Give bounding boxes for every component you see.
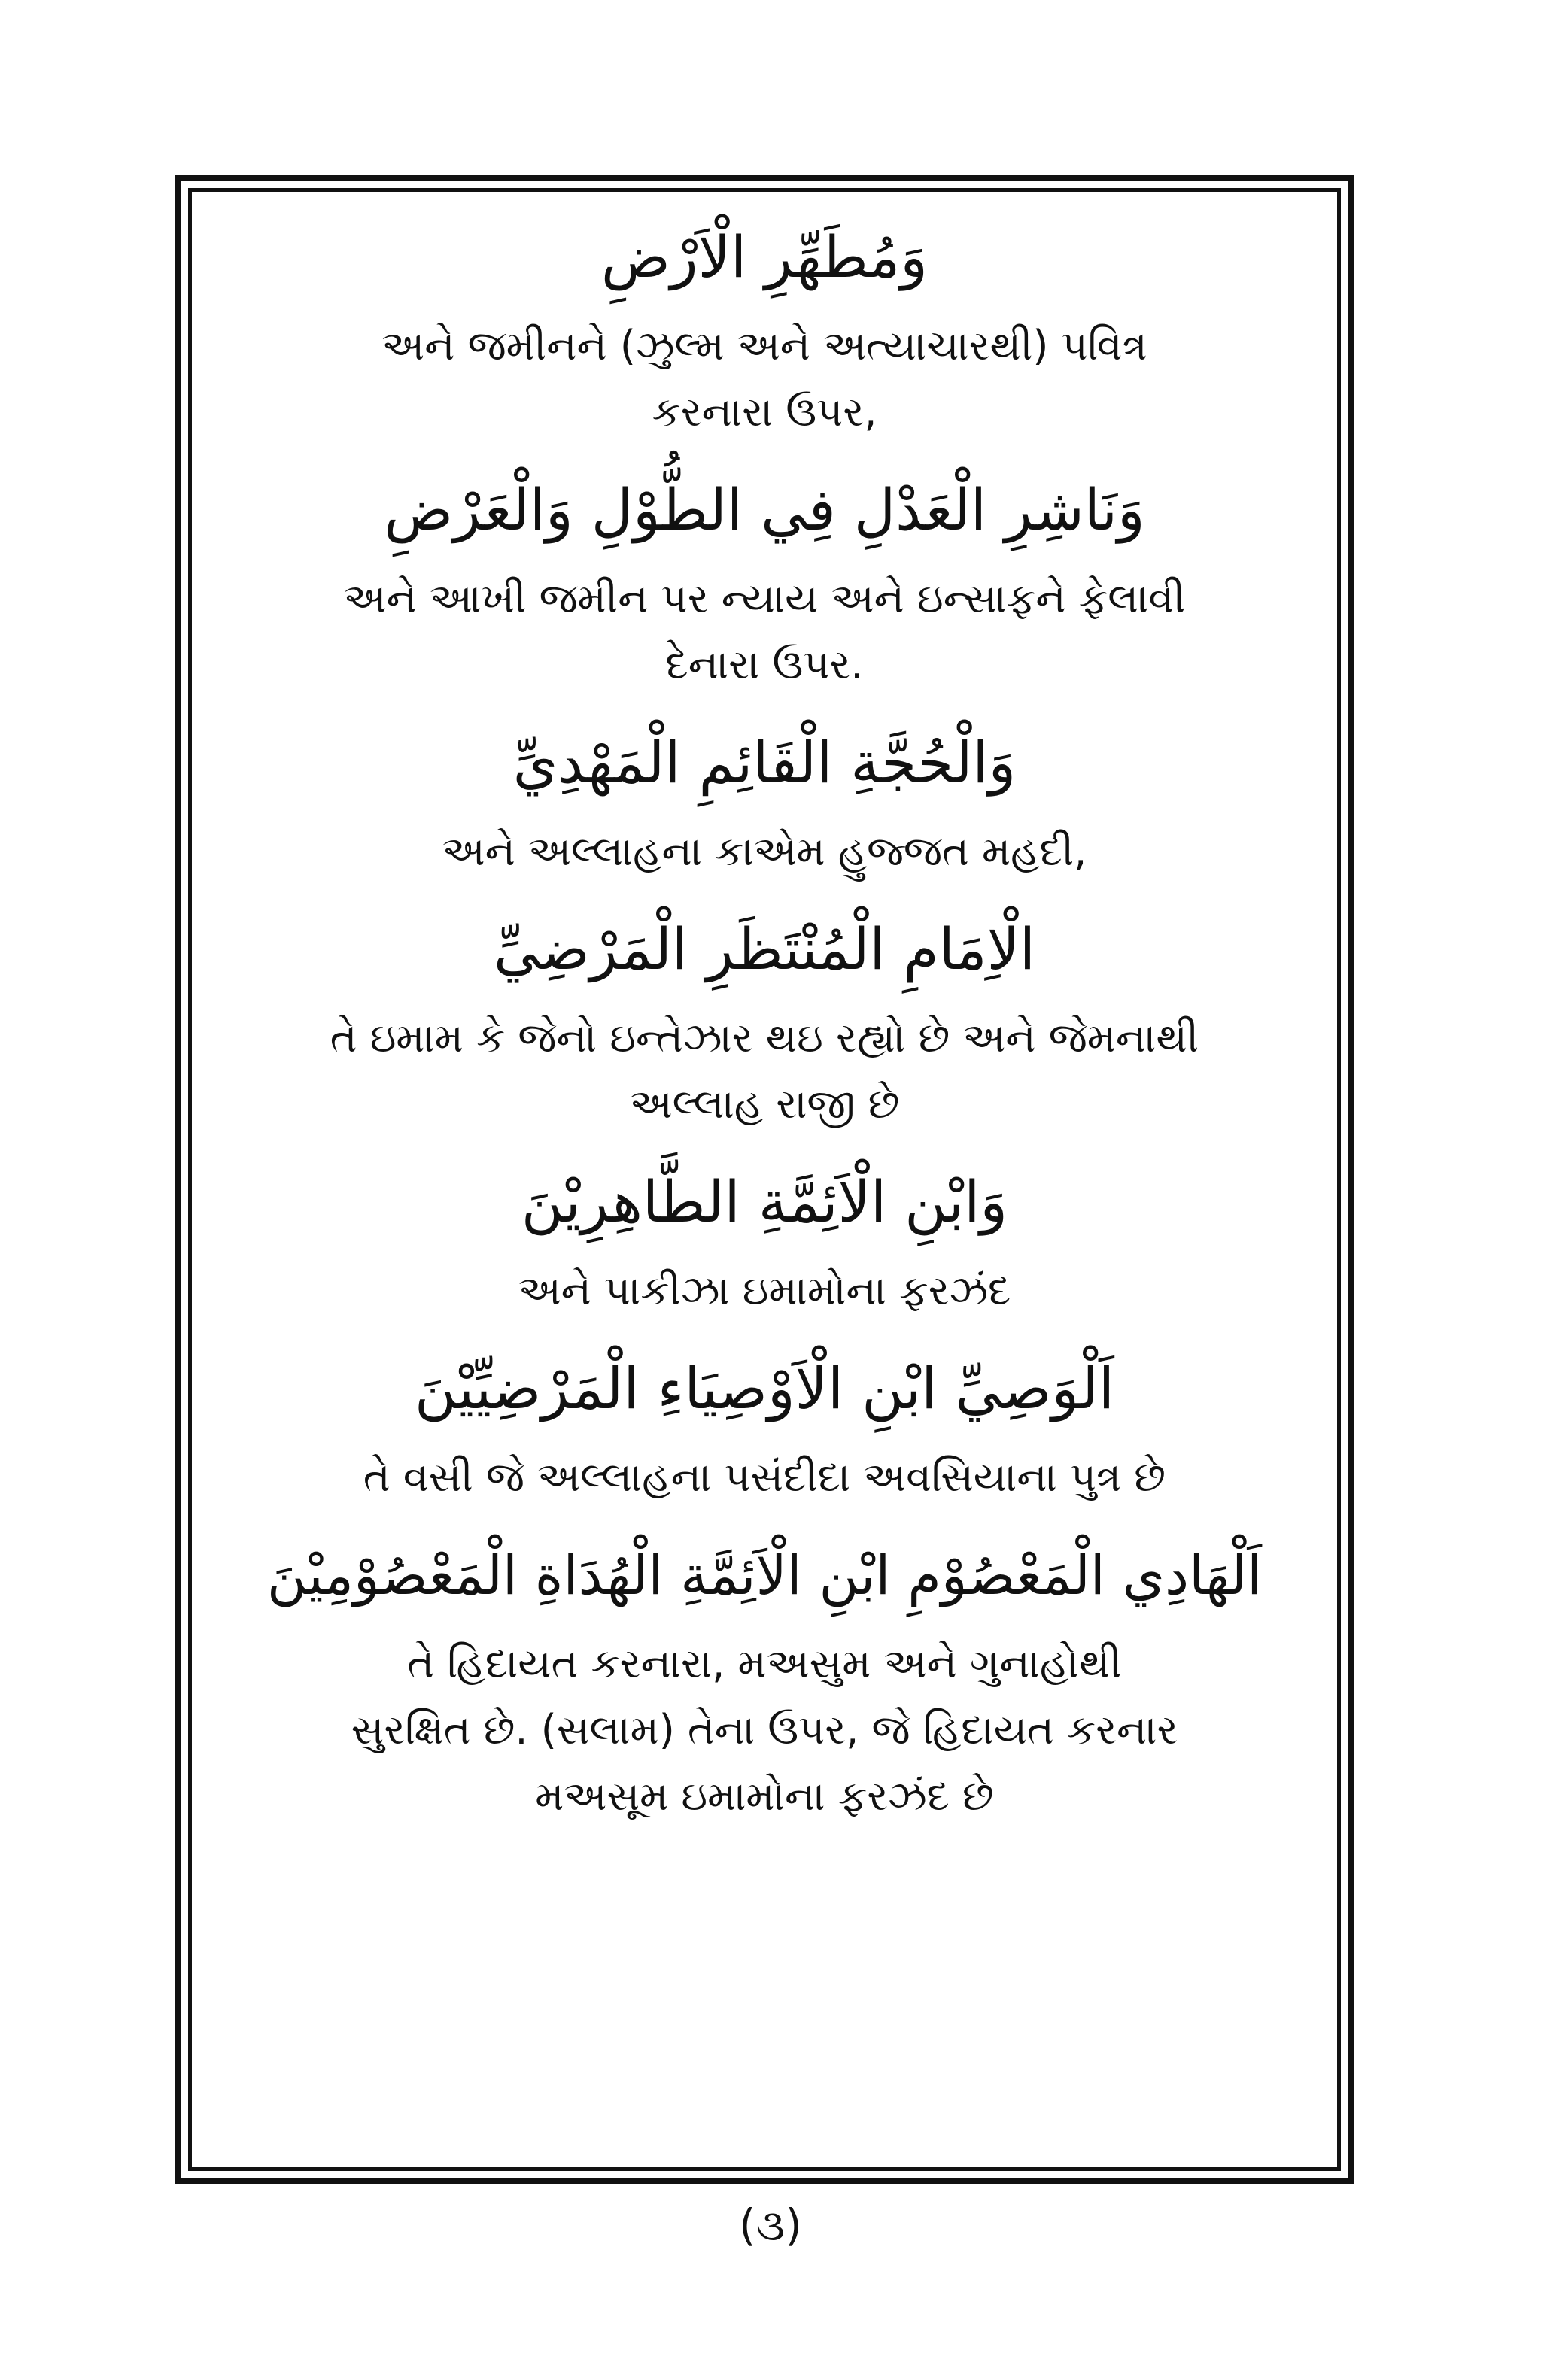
gujarati-line: દેનારા ઉપર. (665, 641, 864, 688)
page-content (218, 203, 1311, 2151)
section-6 (218, 1343, 1311, 1510)
arabic-verse: وَالْحُجَّةِ الْقَائِمِ الْمَهْدِيِّ (512, 729, 1017, 796)
gujarati-line: અલ્લાહ રાજી છે (629, 1080, 900, 1128)
arabic-verse: اَلْوَصِيِّ ابْنِ الْاَوْصِيَاءِ الْمَرْضِيِّيْنَ (415, 1355, 1114, 1422)
gujarati-line: અને જમીનને (ઝુલ્મ અને અત્યાચારથી) પવિત્ર (381, 322, 1147, 369)
arabic-verse: وَابْنِ الْاَئِمَّةِ الطَّاهِرِيْنَ (521, 1168, 1008, 1235)
gujarati-line: અને આખી જમીન પર ન્યાય અને ઇન્સાફને ફેલાવી (343, 575, 1186, 622)
arabic-verse: وَنَاشِرِ الْعَدْلِ فِي الطُّوْلِ وَالْعَرْضِ (384, 476, 1145, 543)
gujarati-line: તે ઇમામ કે જેનો ઇન્તેઝાર થઇ રહ્યો છે અને જેમનાથી (330, 1014, 1199, 1061)
gujarati-line: કરનારા ઉપર, (652, 388, 877, 436)
arabic-verse: الْاِمَامِ الْمُنْتَظَرِ الْمَرْضِيِّ (493, 915, 1036, 982)
gujarati-line: મઅસૂમ ઇમામોના ફરઝંદ છે (535, 1772, 994, 1820)
section-7 (218, 1530, 1311, 1829)
page-number: (૩) (739, 2199, 802, 2251)
section-5 (218, 1157, 1311, 1324)
gujarati-line: સુરક્ષિત છે. (સલામ) તેના ઉપર, જે હિદાયત કરનાર (351, 1706, 1178, 1753)
gujarati-line: અને અલ્લાહના કાએમ હુજ્જત મહદી, (442, 827, 1087, 875)
arabic-verse: اَلْهَادِي الْمَعْصُوْمِ ابْنِ الْاَئِمَّةِ الْهُدَاةِ الْمَعْصُوْمِيْنَ (266, 1544, 1263, 1607)
gujarati-line: તે વસી જે અલ્લાહના પસંદીદા અવસિયાના પુત્ર છે (363, 1453, 1166, 1501)
gujarati-line: તે હિદાયત કરનારા, મઅસુમ અને ગુનાહોથી (407, 1640, 1122, 1687)
section-2 (218, 465, 1311, 698)
section-3 (218, 718, 1311, 885)
section-4 (218, 904, 1311, 1137)
gujarati-line: અને પાકીઝા ઇમામોના ફરઝંદ (518, 1267, 1011, 1314)
section-1 (218, 212, 1311, 445)
arabic-verse: وَمُطَهِّرِ الْاَرْضِ (601, 223, 928, 290)
